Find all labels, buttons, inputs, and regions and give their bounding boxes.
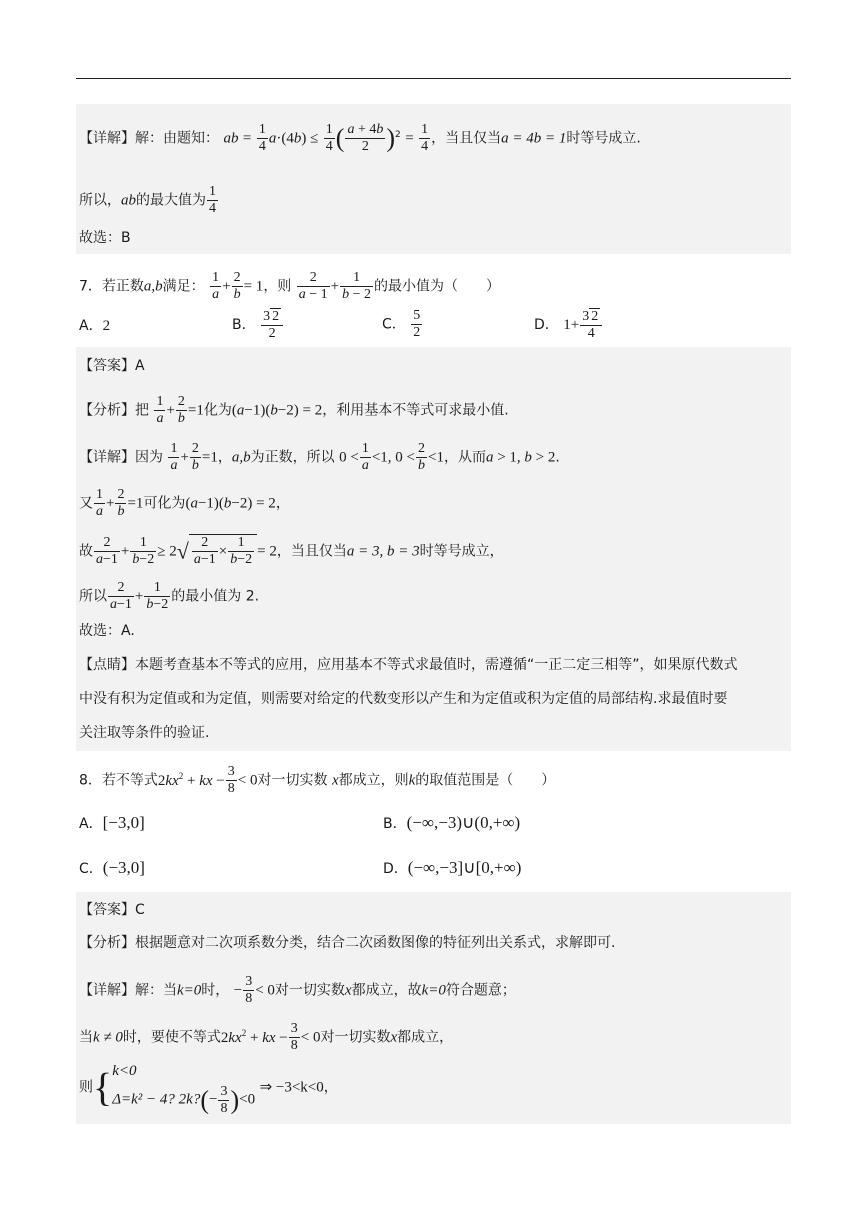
q6-so-line: 所以，ab的最大值为 $\frac{1}{4}$ — [79, 184, 216, 216]
header-rule — [76, 78, 791, 79]
q6-choose: 故选：B — [79, 230, 131, 246]
q7-tip-line1: 【点睛】本题考查基本不等式的应用，应用基本不等式求最值时，需遵循“一正二定三相等”，如果原代数式 — [79, 657, 738, 673]
q8-detail: 【详解】解：当k=0时， − $\frac{3}{8}$ < 0对一切实数x都成立，故k=0符合题意； — [79, 974, 516, 1006]
q8-option-d[interactable]: D．(−∞,−3]∪[0,+∞) — [383, 858, 522, 877]
q7-detail: 【详解】因为 $\frac{1}{a}$ + $\frac{2}{b}$ =1，a,b为正数，所以 0 < $\frac{1}{a}$ <1, 0 < $\frac{2}{b}$ <1，从而a > 1, b > 2. — [79, 441, 560, 473]
q7-detail-line3: 故 $\frac{2}{a-1}$ + $\frac{1}{b-2}$ ≥ 2√ $\frac{2}{a-1}$ × $\frac{1}{b-2}$ = 2，当且仅当a = 3, b = 3时等号成立， — [79, 535, 504, 567]
q7-stem: 7．若正数a,b满足： $\frac{1}{a}$ + $\frac{2}{b}$ = 1，则 $\frac{2}{a - 1}$ + $\frac{1}{b - 2}$ 的最小值为（ ） — [79, 270, 501, 302]
q7-choose: 故选：A. — [79, 623, 135, 639]
q8-analysis: 【分析】根据题意对二次项系数分类，结合二次函数图像的特征列出关系式，求解即可. — [79, 935, 616, 951]
q8-detail-line3: 则{ k<0 Δ=k² − 4? 2k?(− $\frac{3}{8}$ )<0 ⇒ −3<k<0， — [79, 1063, 338, 1116]
q7-option-c[interactable]: C． $\frac{5}{2}$ — [382, 308, 421, 340]
q8-option-b[interactable]: B．(−∞,−3)∪(0,+∞) — [383, 813, 521, 832]
q7-tip-line2: 中没有积为定值或和为定值，则需要对给定的代数变形以产生和为定值或积为定值的局部结构.求最值时要 — [79, 691, 728, 707]
q8-answer: 【答案】C — [79, 902, 145, 918]
q8-detail-line2: 当k ≠ 0时，要使不等式$2kx^2$ + kx − $\frac{3}{8}$ < 0对一切实数x都成立， — [79, 1021, 454, 1053]
q7-answer: 【答案】A — [79, 358, 145, 374]
q7-detail-line2: 又 $\frac{1}{a}$ + $\frac{2}{b}$ =1可化为(a−1)(b−2) = 2， — [79, 487, 290, 519]
q7-tip-line3: 关注取等条件的验证. — [79, 725, 210, 741]
q7-analysis: 【分析】把 $\frac{1}{a}$ + $\frac{2}{b}$ =1化为(a−1)(b−2) = 2，利用基本不等式可求最小值. — [79, 394, 509, 426]
q7-option-d[interactable]: D． 1+ $\frac{3 2}{4}$ — [534, 308, 603, 342]
detail-label: 【详解】 — [79, 130, 135, 147]
q8-option-c[interactable]: C．(−3,0] — [79, 858, 145, 877]
q6-detail-line: 【详解】解：由题知： ab = $\frac{1}{4}$ a·(4b) ≤ $\frac{1}{4}$ ( $\frac{a + 4b}{2}$ )$^2$ = $\frac{1}{4}$ ，当且仅当a = 4b = 1时等号成立. — [79, 122, 641, 154]
q7-option-b[interactable]: B． $\frac{3 2}{2}$ — [232, 308, 284, 342]
q8-stem: 8．若不等式$2kx^2$ + kx − $\frac{3}{8}$ < 0对一切实数 x都成立，则k的取值范围是（ ） — [79, 764, 556, 796]
q8-option-a[interactable]: A．[−3,0] — [79, 813, 145, 832]
q7-detail-line4: 所以 $\frac{2}{a-1}$ + $\frac{1}{b-2}$ 的最小值为 2. — [79, 580, 260, 612]
q7-option-a[interactable]: A．2 — [79, 318, 111, 334]
